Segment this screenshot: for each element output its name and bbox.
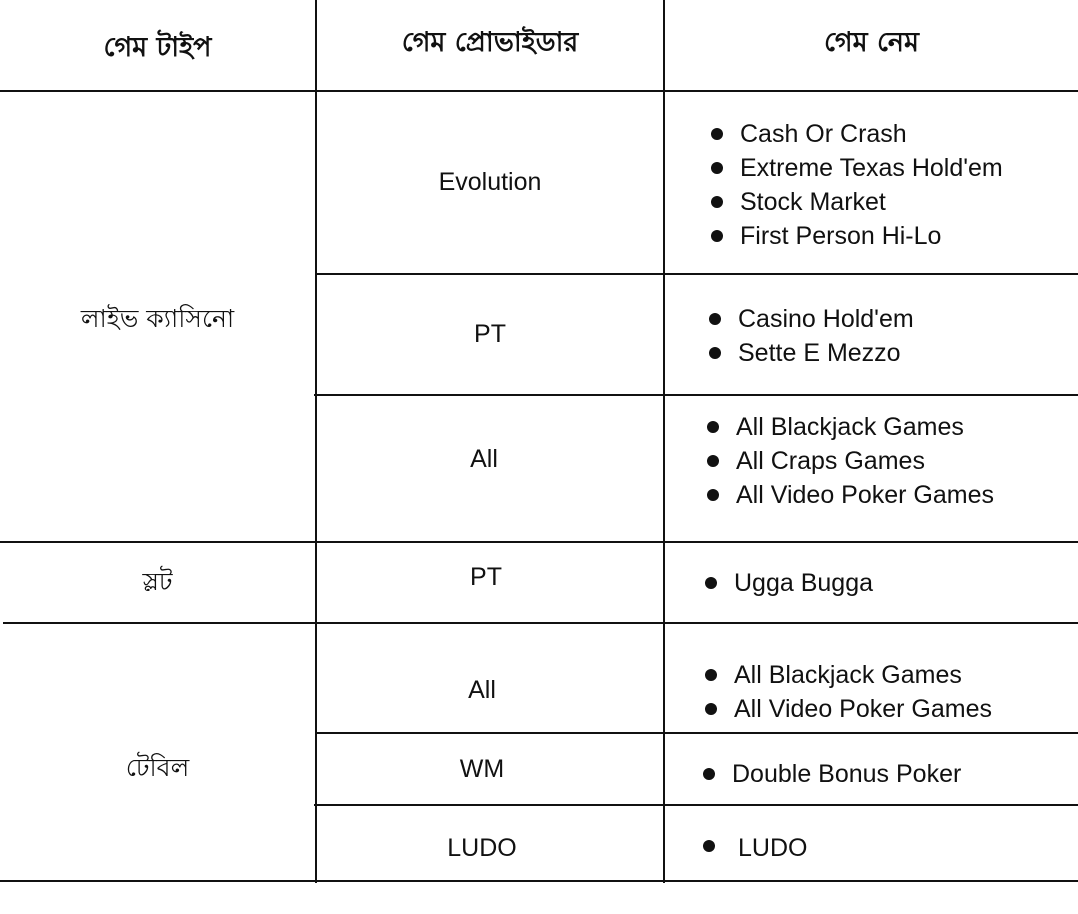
list-item — [705, 658, 992, 692]
column-divider — [663, 0, 665, 883]
list-item — [707, 410, 994, 444]
list-item — [705, 566, 873, 600]
list-item — [711, 151, 1003, 185]
bullet-icon — [707, 455, 719, 467]
provider-cell: Evolution — [438, 168, 542, 196]
game-list — [707, 410, 994, 512]
game-name: All Craps Games — [736, 447, 925, 475]
list-item — [705, 692, 992, 726]
game-name: All Blackjack Games — [734, 661, 962, 689]
bullet-icon — [711, 230, 723, 242]
game-name: Casino Hold'em — [738, 305, 914, 333]
provider-cell: PT — [474, 320, 506, 348]
game-list — [703, 831, 807, 865]
bullet-icon — [707, 421, 719, 433]
bullet-icon — [707, 489, 719, 501]
provider-cell: LUDO — [447, 833, 517, 862]
provider-cell: All — [470, 444, 498, 473]
game-name: First Person Hi-Lo — [740, 222, 942, 250]
bullet-icon — [711, 196, 723, 208]
game-name: All Video Poker Games — [734, 695, 992, 723]
list-item — [711, 219, 1003, 253]
bullet-icon — [711, 162, 723, 174]
list-item — [709, 336, 914, 370]
bullet-icon — [705, 703, 717, 715]
game-name: LUDO — [738, 834, 808, 862]
list-item — [703, 757, 961, 791]
bullet-icon — [709, 313, 721, 325]
list-item — [703, 831, 807, 865]
game-name: Cash Or Crash — [740, 120, 907, 148]
header-game-provider: গেম প্রোভাইডার — [401, 26, 579, 58]
bullet-icon — [703, 768, 715, 780]
header-game-type: গেম টাইপ — [103, 31, 212, 63]
list-item — [707, 478, 994, 512]
game-list — [705, 658, 992, 726]
list-item — [711, 117, 1003, 151]
game-type-cell: স্লট — [142, 567, 173, 596]
bullet-icon — [711, 128, 723, 140]
game-type-cell: লাইভ ক্যাসিনো — [80, 303, 235, 333]
game-list — [705, 566, 873, 600]
game-name: All Blackjack Games — [736, 413, 964, 441]
provider-cell: WM — [459, 754, 505, 783]
game-name: Stock Market — [740, 188, 886, 216]
game-name: Ugga Bugga — [734, 569, 874, 597]
game-name: Double Bonus Poker — [732, 760, 962, 788]
list-item — [711, 185, 1003, 219]
provider-cell: All — [468, 676, 496, 704]
bullet-icon — [705, 669, 717, 681]
game-name: All Video Poker Games — [736, 481, 994, 509]
game-list — [703, 757, 961, 791]
game-name: Sette E Mezzo — [738, 339, 901, 367]
game-name: Extreme Texas Hold'em — [740, 154, 1003, 182]
header-game-name: গেম নেম — [823, 26, 920, 58]
game-type-cell: টেবিল — [125, 752, 190, 782]
list-item — [709, 302, 914, 336]
bullet-icon — [703, 840, 715, 852]
list-item — [707, 444, 994, 478]
game-list — [709, 302, 914, 370]
bullet-icon — [709, 347, 721, 359]
provider-cell: PT — [470, 562, 502, 591]
game-list — [711, 117, 1003, 253]
bullet-icon — [705, 577, 717, 589]
